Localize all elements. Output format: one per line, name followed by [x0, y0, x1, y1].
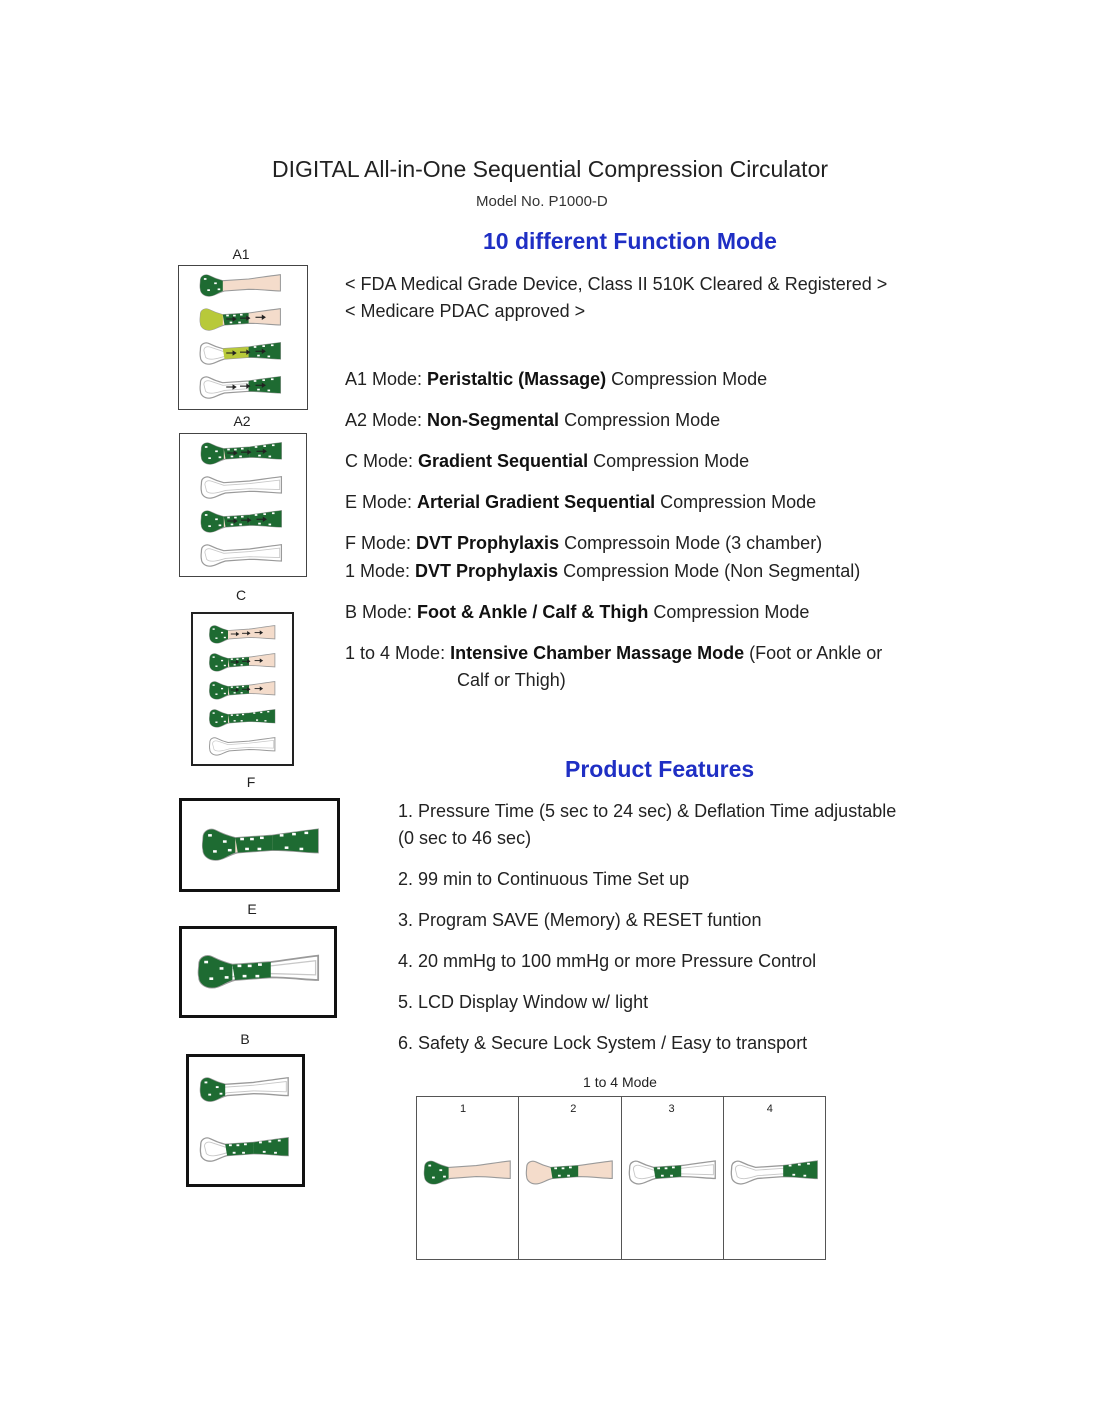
feature-item: 6. Safety & Secure Lock System / Easy to transport	[398, 1033, 808, 1053]
mode-item-a1	[345, 369, 767, 390]
mode-name: Arterial Gradient Sequential	[417, 492, 656, 512]
mode-strip-number: 2	[570, 1103, 577, 1115]
mode-name: DVT Prophylaxis	[415, 561, 559, 581]
figure-a1	[178, 265, 308, 410]
mode-item-c	[345, 451, 749, 472]
figure-label-e: E	[247, 901, 257, 917]
mode-prefix: B Mode:	[345, 602, 418, 622]
figure-label-c: C	[235, 587, 247, 603]
mode-name: Intensive Chamber Massage Mode	[450, 643, 745, 663]
mode-prefix: 1 Mode:	[345, 561, 416, 581]
figure-a2	[179, 433, 307, 577]
leg-diagram-b	[189, 1057, 302, 1184]
feature-item: 4. 20 mmHg to 100 mmHg or more Pressure Control	[398, 951, 817, 971]
mode-item-f	[345, 533, 822, 554]
features-heading: Product Features	[565, 756, 755, 782]
figure-label-b: B	[240, 1031, 250, 1047]
mode-strip-cell-3	[622, 1097, 724, 1259]
page-title: DIGITAL All-in-One Sequential Compression Circulator	[271, 156, 829, 182]
leg-diagram-strip-4	[724, 1097, 825, 1257]
mode-item-a2	[345, 410, 720, 431]
mode-suffix: Compression Mode	[559, 410, 721, 430]
mode-suffix: Compression Mode	[588, 451, 750, 471]
mode-prefix: A1 Mode:	[345, 369, 428, 389]
function-mode-heading: 10 different Function Mode	[483, 228, 777, 254]
mode-item-e	[345, 492, 816, 513]
mode-name: Peristaltic (Massage)	[427, 369, 607, 389]
mode-prefix: F Mode:	[345, 533, 417, 553]
mode-suffix: Compression Mode	[648, 602, 810, 622]
mode-suffix: Compression Mode	[606, 369, 768, 389]
figure-e	[179, 926, 337, 1018]
figure-label-f: F	[246, 774, 256, 790]
mode-suffix: Compression Mode	[655, 492, 817, 512]
mode-item-1	[345, 561, 860, 582]
mode-name: Foot & Ankle / Calf & Thigh	[417, 602, 649, 622]
fda-note: < FDA Medical Grade Device, Class II 510K Cleared & Registered >	[345, 274, 888, 294]
mode-prefix: 1 to 4 Mode:	[345, 643, 451, 663]
leg-diagram-a1	[179, 266, 307, 409]
leg-diagram-strip-3	[622, 1097, 723, 1257]
mode-prefix: E Mode:	[345, 492, 418, 512]
figure-c	[191, 612, 294, 766]
feature-item: 5. LCD Display Window w/ light	[398, 992, 649, 1012]
mode-suffix: Compressoin Mode (3 chamber)	[559, 533, 823, 553]
leg-diagram-e	[182, 929, 334, 1015]
mode-strip-cell-1	[417, 1097, 519, 1259]
figure-f	[179, 798, 340, 892]
mode-item-b	[345, 602, 809, 623]
leg-diagram-strip-2	[519, 1097, 620, 1257]
mode-prefix: A2 Mode:	[345, 410, 428, 430]
mode-prefix: C Mode:	[345, 451, 419, 471]
mode-strip-number: 4	[766, 1103, 773, 1115]
figure-b	[186, 1054, 305, 1187]
feature-item-continuation: (0 sec to 46 sec)	[398, 828, 532, 848]
leg-diagram-c	[193, 614, 292, 764]
figure-label-a2: A2	[233, 413, 251, 429]
mode-suffix: (Foot or Ankle or	[744, 643, 883, 663]
mode-suffix: Compression Mode (Non Segmental)	[558, 561, 861, 581]
figure-label-a1: A1	[232, 246, 250, 262]
feature-item: 3. Program SAVE (Memory) & RESET funtion	[398, 910, 762, 930]
mode-item-1-to-4-continuation: Calf or Thigh)	[457, 670, 566, 690]
feature-item: 2. 99 min to Continuous Time Set up	[398, 869, 690, 889]
medicare-note: < Medicare PDAC approved >	[345, 301, 586, 321]
leg-diagram-f	[182, 801, 337, 889]
leg-diagram-strip-1	[417, 1097, 518, 1257]
mode-strip-cell-2	[519, 1097, 621, 1259]
mode-name: Gradient Sequential	[418, 451, 589, 471]
mode-strip	[416, 1096, 826, 1260]
mode-strip-number: 1	[459, 1103, 467, 1115]
mode-name: Non-Segmental	[427, 410, 560, 430]
mode-strip-cell-4	[724, 1097, 825, 1259]
mode-strip-number: 3	[668, 1103, 675, 1115]
model-number: Model No. P1000-D	[476, 193, 608, 210]
mode-name: DVT Prophylaxis	[416, 533, 560, 553]
mode-item-1-to-4	[345, 643, 882, 664]
mode-strip-title: 1 to 4 Mode	[583, 1074, 657, 1090]
leg-diagram-a2	[180, 434, 306, 576]
feature-item: 1. Pressure Time (5 sec to 24 sec) & Deflation Time adjustable	[398, 801, 897, 821]
